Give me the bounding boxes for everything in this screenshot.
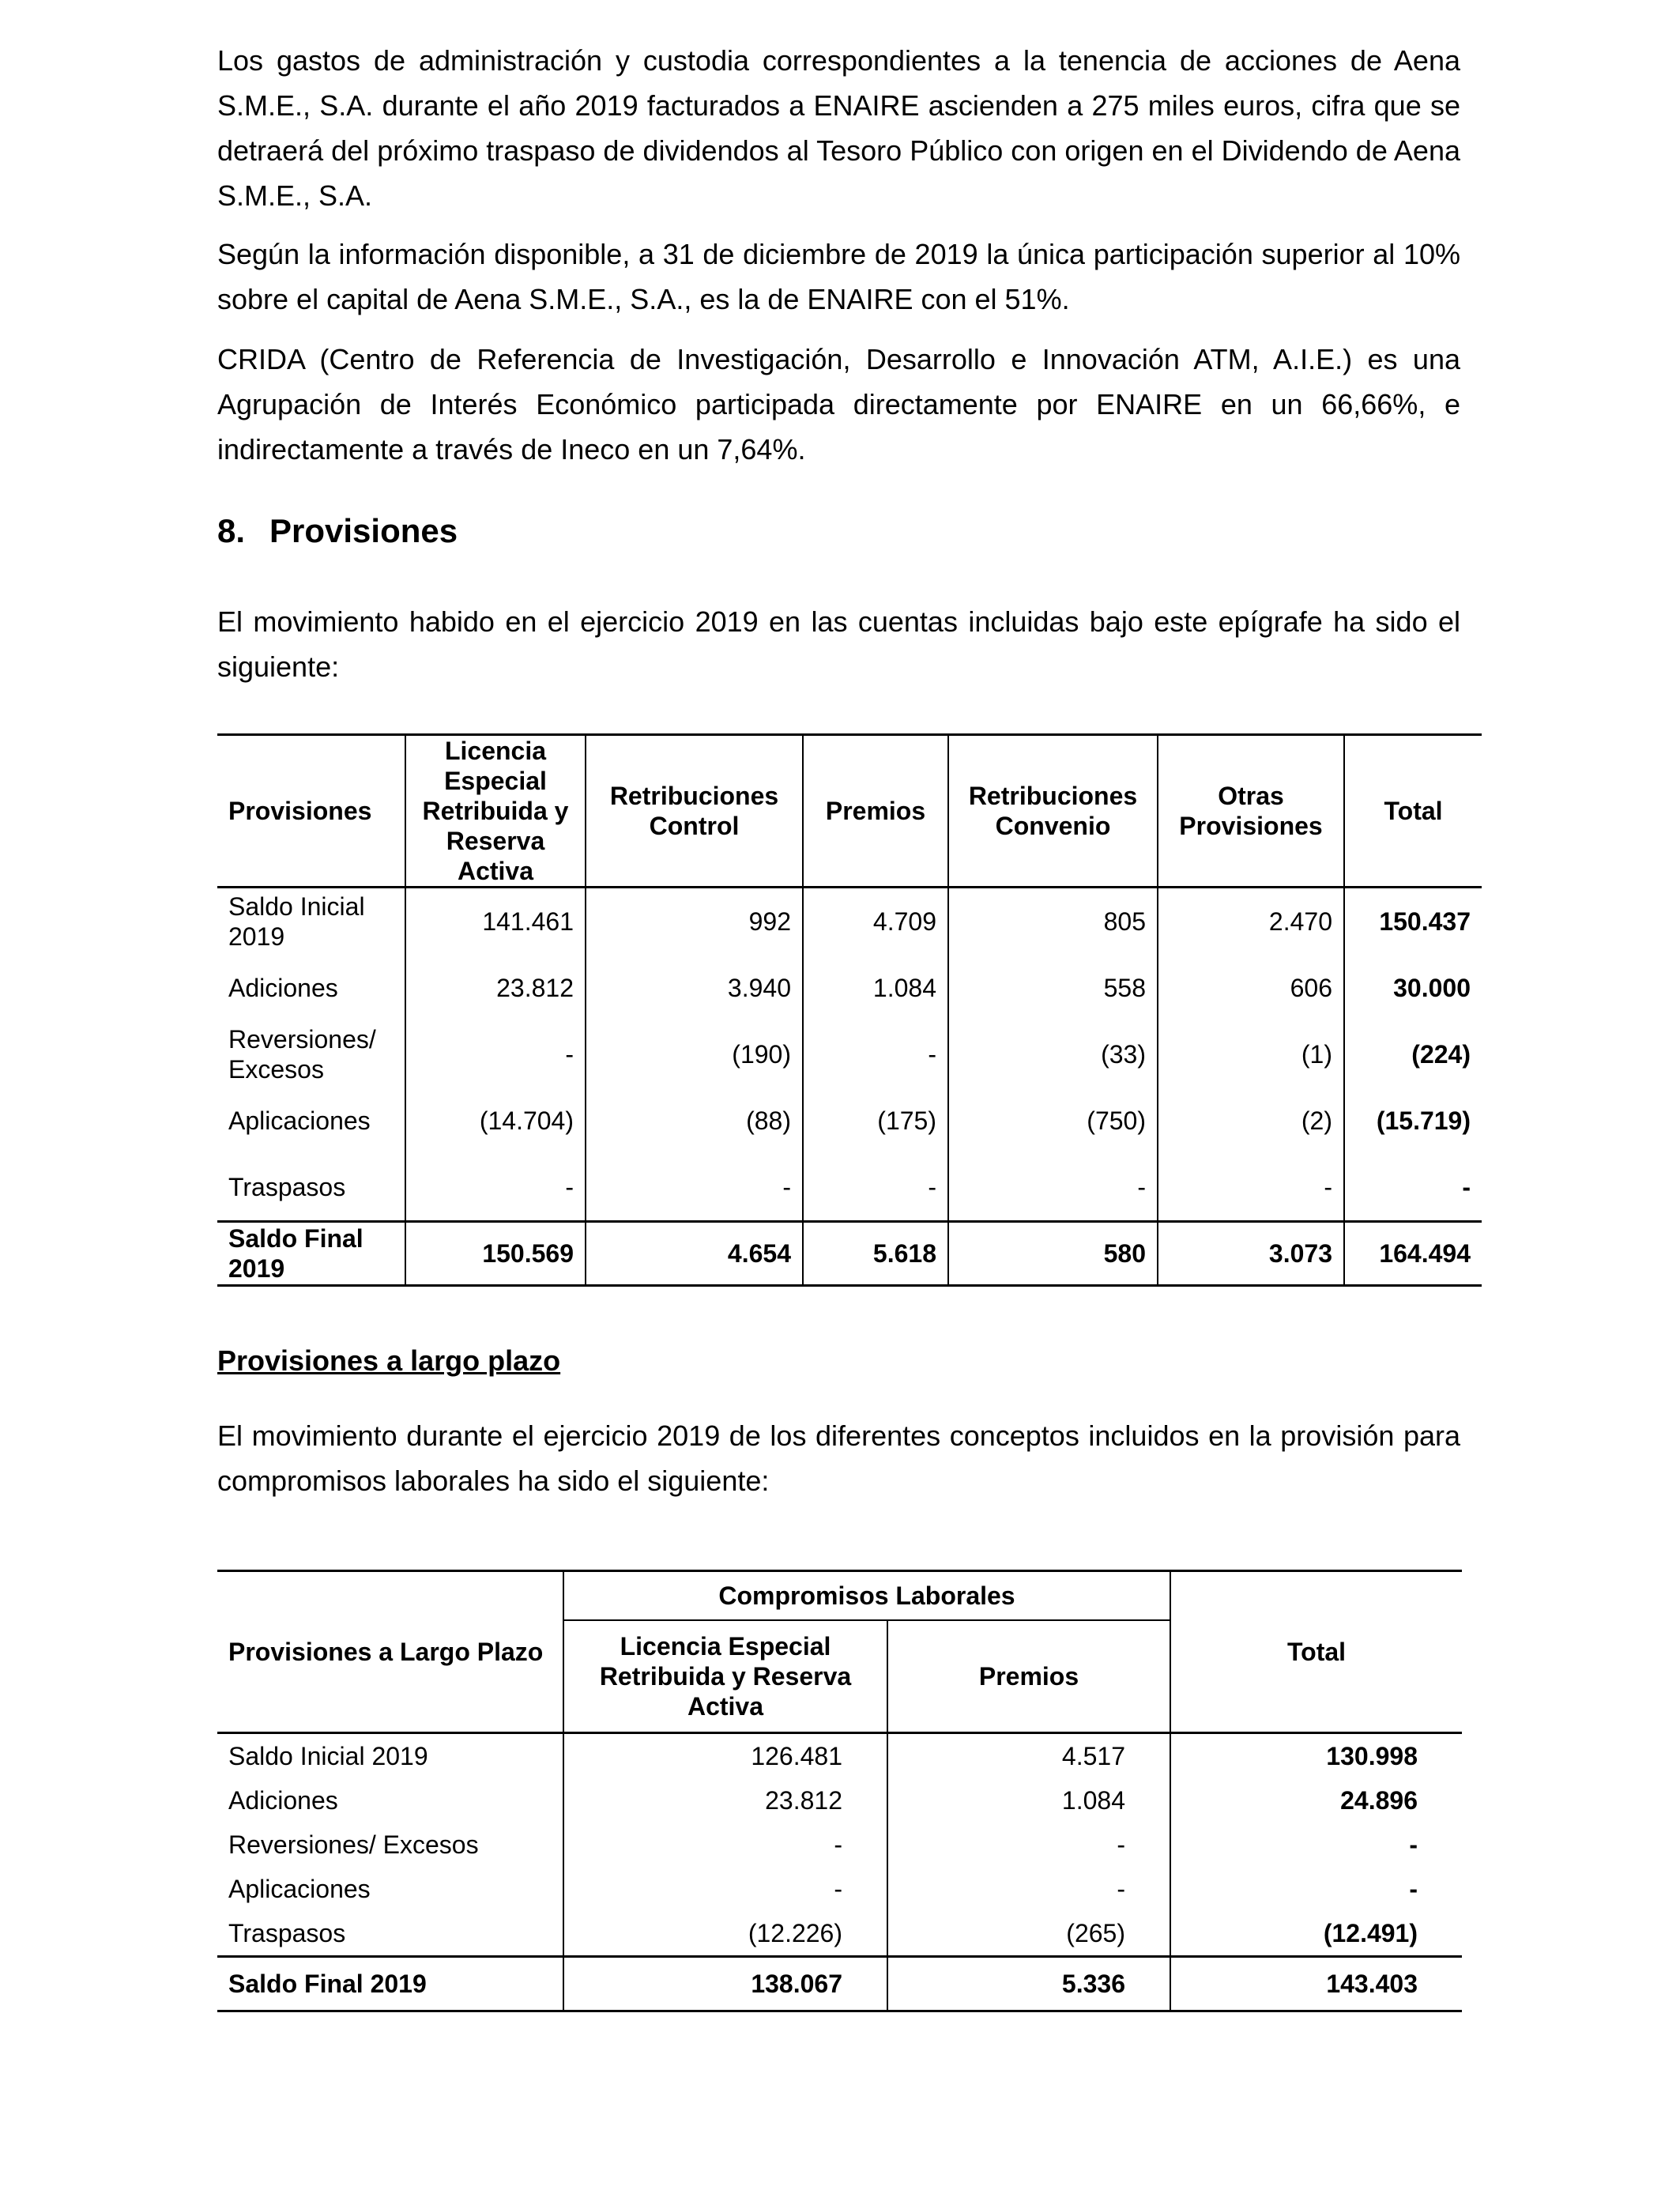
paragraph-custody-fees: Los gastos de administración y custodia correspondientes a la tenencia de acciones de Aena S.M.E., S.A. durante el año 2019 facturados a ENAIRE ascienden a 275 miles euros, cifra que se detraerá del próximo traspaso de dividendos al Tesoro Público con origen en el Dividendo de Aena S.M.E., S.A. bbox=[217, 44, 1460, 212]
total-cell: - bbox=[1344, 1154, 1482, 1222]
row-label: Reversiones/ Excesos bbox=[228, 1025, 376, 1084]
table-header-row bbox=[217, 735, 1482, 888]
total-cell: (224) bbox=[1344, 1021, 1482, 1088]
table-cell: 23.812 bbox=[405, 955, 586, 1021]
column-header: Retribuciones Control bbox=[586, 735, 803, 888]
table-cell: - bbox=[1158, 1154, 1344, 1222]
column-header: Provisiones bbox=[217, 735, 405, 888]
row-header: Provisiones a Largo Plazo bbox=[217, 1571, 563, 1733]
total-cell: 150.437 bbox=[1344, 888, 1482, 956]
row-label: Adiciones bbox=[228, 1785, 338, 1815]
column-header: Otras Provisiones bbox=[1158, 735, 1344, 888]
table-cell: 4.709 bbox=[803, 888, 948, 956]
table-cell: (750) bbox=[948, 1088, 1158, 1154]
row-label: Traspasos bbox=[228, 1173, 346, 1201]
column-header: Retribuciones Convenio bbox=[948, 735, 1158, 888]
table-cell: 150.569 bbox=[405, 1222, 586, 1286]
table-cell: (190) bbox=[586, 1021, 803, 1088]
total-cell: 143.403 bbox=[1170, 1957, 1462, 2011]
table-cell: (2) bbox=[1158, 1088, 1344, 1154]
table-cell: - bbox=[563, 1823, 887, 1867]
table-cell: 5.336 bbox=[887, 1957, 1170, 2011]
paragraph-intro-table2: El movimiento durante el ejercicio 2019 de los diferentes conceptos incluidos en la provisión para compromisos laborales ha sido el siguiente: bbox=[217, 1419, 1460, 1497]
table-cell: - bbox=[887, 1867, 1170, 1911]
table-cell: 126.481 bbox=[563, 1733, 887, 1779]
table-cell: - bbox=[803, 1021, 948, 1088]
table-cell: 141.461 bbox=[405, 888, 586, 956]
table-cell: 606 bbox=[1158, 955, 1344, 1021]
table-cell: - bbox=[405, 1021, 586, 1088]
row-label: Saldo Inicial 2019 bbox=[228, 892, 365, 951]
table-cell: - bbox=[405, 1154, 586, 1222]
table-cell: 580 bbox=[948, 1222, 1158, 1286]
subsection-heading: Provisiones a largo plazo bbox=[217, 1344, 561, 1377]
total-cell: 30.000 bbox=[1344, 955, 1482, 1021]
table-cell: - bbox=[887, 1823, 1170, 1867]
table-row bbox=[217, 888, 1482, 956]
table-row bbox=[217, 1867, 1462, 1911]
row-label: Reversiones/ Excesos bbox=[228, 1830, 479, 1859]
column-header: Premios bbox=[887, 1620, 1170, 1733]
column-header: Total bbox=[1344, 735, 1482, 888]
table-header-row bbox=[217, 1571, 1462, 1621]
table-row-final bbox=[217, 1957, 1462, 2011]
table-row bbox=[217, 1154, 1482, 1222]
table-cell: 1.084 bbox=[887, 1778, 1170, 1823]
table-cell: (265) bbox=[887, 1911, 1170, 1957]
table-cell: (175) bbox=[803, 1088, 948, 1154]
table-row bbox=[217, 1021, 1482, 1088]
table-cell: 4.517 bbox=[887, 1733, 1170, 1779]
row-label: Saldo Final 2019 bbox=[217, 1957, 563, 2011]
table-cell: - bbox=[803, 1154, 948, 1222]
long-term-provisions-table bbox=[217, 1570, 1462, 2012]
paragraph-shareholding: Según la información disponible, a 31 de diciembre de 2019 la única participación superior al 10% sobre el capital de Aena S.M.E., S.A., es la de ENAIRE con el 51%. bbox=[217, 238, 1460, 315]
table-cell: 3.073 bbox=[1158, 1222, 1344, 1286]
section-heading bbox=[217, 512, 458, 550]
row-label: Aplicaciones bbox=[228, 1874, 371, 1903]
table-row bbox=[217, 1823, 1462, 1867]
table-cell: 3.940 bbox=[586, 955, 803, 1021]
total-cell: (12.491) bbox=[1170, 1911, 1462, 1957]
table-row bbox=[217, 1088, 1482, 1154]
table-cell: 2.470 bbox=[1158, 888, 1344, 956]
total-cell: 164.494 bbox=[1344, 1222, 1482, 1286]
table-cell: 4.654 bbox=[586, 1222, 803, 1286]
table-cell: 558 bbox=[948, 955, 1158, 1021]
total-cell: 24.896 bbox=[1170, 1778, 1462, 1823]
table-cell: 1.084 bbox=[803, 955, 948, 1021]
table-cell: (88) bbox=[586, 1088, 803, 1154]
table-cell: (1) bbox=[1158, 1021, 1344, 1088]
paragraph-crida: CRIDA (Centro de Referencia de Investigación, Desarrollo e Innovación ATM, A.I.E.) es una Agrupación de Interés Económico participada directamente por ENAIRE en un 66,66%, e indirectamente a través de Ineco en un 7,64%. bbox=[217, 343, 1460, 466]
paragraph-intro-table1: El movimiento habido en el ejercicio 2019 en las cuentas incluidas bajo este epígrafe ha sido el siguiente: bbox=[217, 605, 1460, 683]
section-title: Provisiones bbox=[269, 512, 458, 549]
table-cell: 5.618 bbox=[803, 1222, 948, 1286]
table-cell: - bbox=[563, 1867, 887, 1911]
total-cell: 130.998 bbox=[1170, 1733, 1462, 1779]
total-cell: (15.719) bbox=[1344, 1088, 1482, 1154]
group-header: Compromisos Laborales bbox=[563, 1571, 1170, 1621]
total-cell: - bbox=[1170, 1867, 1462, 1911]
total-cell: - bbox=[1170, 1823, 1462, 1867]
section-number: 8. bbox=[217, 512, 246, 549]
table-row bbox=[217, 1911, 1462, 1957]
total-header: Total bbox=[1170, 1571, 1462, 1733]
row-label: Saldo Final 2019 bbox=[217, 1222, 405, 1286]
row-label: Aplicaciones bbox=[228, 1106, 371, 1135]
row-label: Saldo Inicial 2019 bbox=[228, 1741, 428, 1770]
column-header: Premios bbox=[803, 735, 948, 888]
table-cell: 138.067 bbox=[563, 1957, 887, 2011]
table-cell: 992 bbox=[586, 888, 803, 956]
table-cell: (12.226) bbox=[563, 1911, 887, 1957]
provisions-table bbox=[217, 733, 1482, 1287]
table-cell: (33) bbox=[948, 1021, 1158, 1088]
table-row-final bbox=[217, 1222, 1482, 1286]
table-cell: - bbox=[948, 1154, 1158, 1222]
table-cell: - bbox=[586, 1154, 803, 1222]
table-cell: (14.704) bbox=[405, 1088, 586, 1154]
table-row bbox=[217, 1733, 1462, 1779]
row-label: Adiciones bbox=[228, 974, 338, 1002]
table-cell: 23.812 bbox=[563, 1778, 887, 1823]
column-header: Licencia Especial Retribuida y Reserva Activa bbox=[563, 1620, 887, 1733]
table-row bbox=[217, 1778, 1462, 1823]
row-label: Traspasos bbox=[228, 1918, 346, 1947]
table-cell: 805 bbox=[948, 888, 1158, 956]
column-header: Licencia Especial Retribuida y Reserva Activa bbox=[405, 735, 586, 888]
table-row bbox=[217, 955, 1482, 1021]
